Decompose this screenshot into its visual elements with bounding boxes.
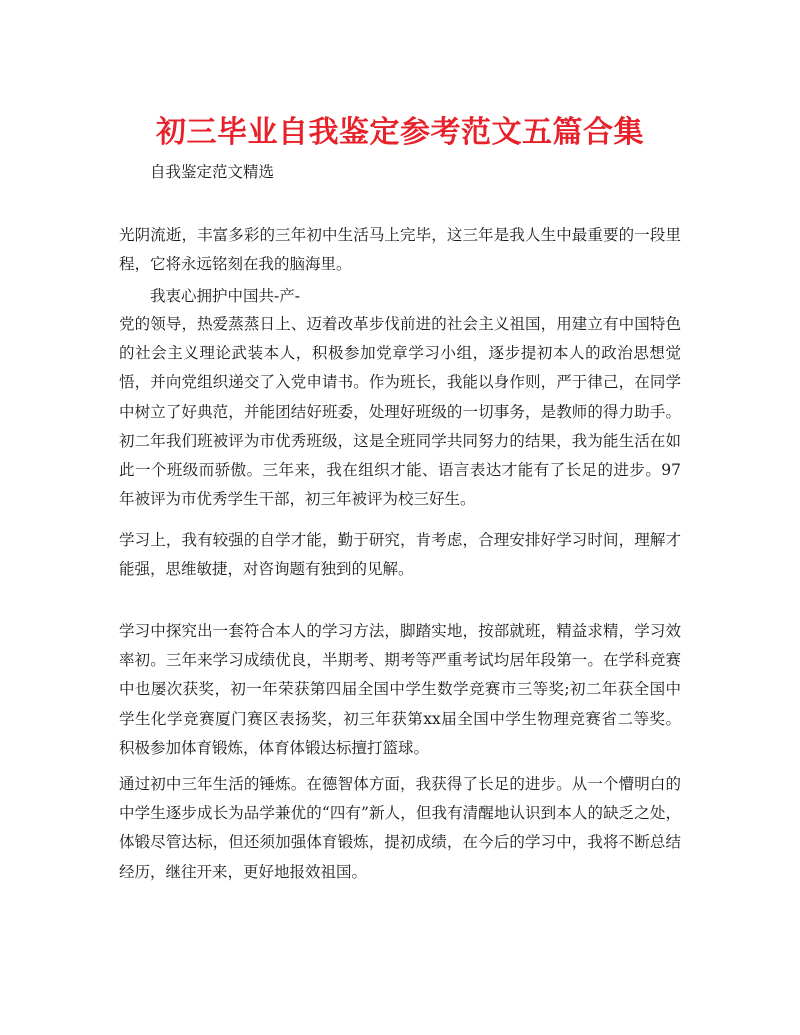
- paragraph-party-lead: 我衷心拥护中国共-产-: [150, 287, 300, 305]
- paragraph-study: 学习上，我有较强的自学才能，勤于研究，肯考虑，合理安排好学习时间，理解才能强，思维敏捷，对咨询题有独到的见解。: [119, 531, 681, 579]
- paragraph-political: 党的领导，热爱蒸蒸日上、迈着改革步伐前进的社会主义祖国，用建立有中国特色的社会主义理论武装本人，积极参加党章学习小组，逐步提初本人的政治思想觉悟，并向党组织递交了入党申请书。作为班长，我能以身作则，严于律己，在同学中树立了好典范，并能团结好班委，处理好班级的一切事务，是教师的得力助手。初二年我们班被评为市优秀班级，这是全班同学共同努力的结果，我为能生活在如此一个班级而骄傲。三年来，我在组织才能、语言表达才能有了长足的进步。97年被评为市优秀学生干部，初三年被评为校三好生。: [119, 315, 681, 509]
- paragraph-methods: 学习中探究出一套符合本人的学习方法，脚踏实地，按部就班，精益求精，学习效率初。三年来学习成绩优良，半期考、期考等严重考试均居年段第一。在学科竞赛中也屡次获奖，初一年荣获第四届全国中学生数学竞赛市三等奖;初二年获全国中学生化学竞赛厦门赛区表扬奖，初三年获第xx届全国中学生物理竞赛省二等奖。 积极参加体育锻炼，体育体锻达标擅打篮球。: [119, 622, 681, 757]
- paragraph-intro: 光阴流逝，丰富多彩的三年初中生活马上完毕，这三年是我人生中最重要的一段里程，它将永远铭刻在我的脑海里。: [119, 226, 681, 274]
- paragraph-conclusion: 通过初中三年生活的锤炼。在德智体方面，我获得了长足的进步。从一个懵明白的中学生逐步成长为品学兼优的“四有”新人，但我有清醒地认识到本人的缺乏之处，体锻尽管达标，但还须加强体育锻炼，提初成绩，在今后的学习中，我将不断总结经历，继往开来，更好地报效祖国。: [119, 775, 681, 881]
- document-subtitle: 自我鉴定范文精选: [150, 163, 275, 181]
- document-title: 初三毕业自我鉴定参考范文五篇合集: [156, 115, 644, 150]
